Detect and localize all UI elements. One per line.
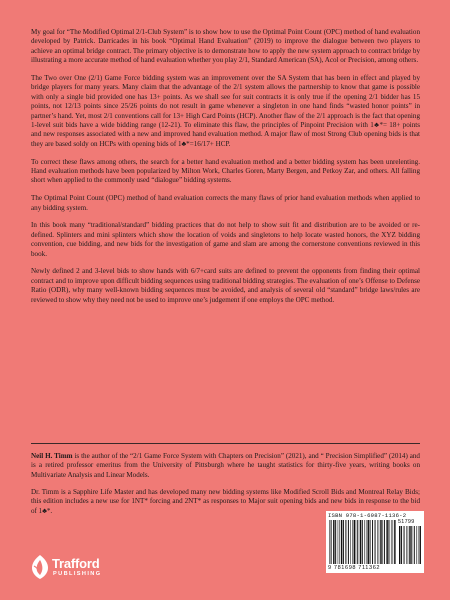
barcode-bar <box>343 520 344 564</box>
barcode-bar <box>379 520 380 564</box>
barcode-bar <box>416 526 417 564</box>
barcode-bar <box>420 526 421 564</box>
description-paragraph-5: In this book many “traditional/standard” bidding practices that do not help to show suit fit and distribution are to be avoided or re-defined. Splinters and mini splinters which show the location of voids and singletons to help locate wasted honors, the XYZ bidding convention, cue bidding, and new bids for the investigation of game and slam are among the cornerstone conventions reviewed in this book. <box>31 221 420 258</box>
barcode-bar <box>356 520 357 564</box>
barcode-bars <box>329 520 397 564</box>
publisher-tagline: PUBLISHING <box>53 571 102 577</box>
barcode-bar <box>348 520 349 564</box>
barcode-bar <box>357 520 358 564</box>
barcode-bar <box>366 520 367 564</box>
barcode-bar <box>386 520 387 564</box>
barcode-bar <box>345 520 346 564</box>
barcode-bar <box>375 520 376 564</box>
author-bio-paragraph-1 <box>31 452 420 480</box>
barcode-bar <box>338 520 339 564</box>
barcode-bar <box>372 520 373 564</box>
description-paragraph-4: The Optimal Point Count (OPC) method of hand evaluation corrects the many flaws of prior hand evaluation methods when applied to any bidding system. <box>31 194 420 212</box>
barcode-number: 9 781698 711362 <box>328 565 381 571</box>
barcode-bar <box>331 520 332 564</box>
barcode-bar <box>339 520 340 564</box>
barcode-bar <box>388 520 389 564</box>
description-paragraph-1: My goal for “The Modified Optimal 2/1-Club System” is to show how to use the Optimal Point Count (OPC) method of hand evaluation developed by Patrick. Darricades in his book “Optimal Hand Evaluation” (2019) to improve the dialogue between two players to achieve an optimal bridge contract. The primary objective is to demonstrate how to apply the new system approach to contract bridge by illustrating a more accurate method of hand evaluation whether you play 2/1, Standard American (SA), Acol or Precision, among others. <box>31 28 420 65</box>
barcode-bar <box>354 520 355 564</box>
barcode-bar <box>377 520 378 564</box>
barcode-bar <box>360 520 361 564</box>
author-name: Neil H. Timm <box>31 452 73 460</box>
barcode-bar <box>352 520 353 564</box>
barcode-bar <box>404 526 405 564</box>
barcode-bar <box>364 520 365 564</box>
barcode-bar <box>329 520 330 564</box>
back-cover-description <box>31 28 420 314</box>
isbn-barcode <box>326 511 424 573</box>
barcode-bar <box>335 520 336 564</box>
barcode-bar <box>408 526 409 564</box>
description-paragraph-2: The Two over One (2/1) Game Force bidding system was an improvement over the SA System that has been in effect and played by bridge players for many years. Many claim that the advantage of the 2/1 system allows the partnership to know that game is possible with only a single bid provided one has 13+ points. As we shall see for suit contracts it is only true if the opening 2/1 bidder has 15 points, not 12/13 points since 25/26 points do not result in game whenever a singleton in one hand finds “wasted honor points” in partner’s hand. Yet, most 2/1 conventions call for 13+ High Card Points (HCP). Another flaw of the 2/1 approach is the fact that opening 1-level suit bids have a wide bidding range (12-21). To eliminate this flaw, the principles of Pinpoint Precision with 1♣*= 18+ points and new responses associated with a new and improved hand evaluation method. A major flaw of most Strong Club opening bids is that they are based soldy on HCPs with opening bids of 1♣*=16/17+ HCP. <box>31 74 420 148</box>
barcode-bar <box>350 520 351 564</box>
barcode-bar <box>382 520 383 564</box>
barcode-bar <box>380 520 381 564</box>
barcode-bar <box>362 520 363 564</box>
author-bio-text: is the author of the “2/1 Game Force System with Chapters on Precision” (2021), and “ Precision Simplified” (2014) and is a retired professor emeritus from the University of Pittsburgh where he taught statistics for thirty-five years, writing books on Multivariate Analysis and Linear Models. <box>31 452 420 479</box>
barcode-bar <box>384 520 385 564</box>
addon-barcode-bars <box>399 526 421 564</box>
section-divider <box>31 443 420 444</box>
barcode-bar <box>394 520 395 564</box>
barcode-bar <box>368 520 369 564</box>
barcode-bar <box>370 520 371 564</box>
price-addon-number: 51799 <box>398 519 415 525</box>
barcode-bar <box>333 520 334 564</box>
trafford-logo-icon <box>30 554 50 580</box>
barcode-bar <box>409 526 410 564</box>
barcode-bar <box>393 520 394 564</box>
author-bio-paragraph-2: Dr. Timm is a Sapphire Life Master and has developed many new bidding systems like Modified Scroll Bids and Montreal Relay Bids; this edition includes a new use for 1NT* forcing and 2NT* as responses to Major suit opening bids and new bids in response to the bid of 1♣*. <box>31 487 420 515</box>
barcode-bar <box>418 526 419 564</box>
barcode-bar <box>406 526 407 564</box>
barcode-bar <box>411 526 412 564</box>
description-paragraph-3: To correct these flaws among others, the search for a better hand evaluation method and a better bidding system has been unrelenting. Hand evaluation methods have been popularized by Milton Work, Charles Goren, Marty Bergen, and Petkoy Zar, and others. All falling short when applied to the commonly used “dialogue” bidding systems. <box>31 157 420 185</box>
barcode-bar <box>414 526 415 564</box>
isbn-label: ISBN 978-1-6987-1136-2 <box>328 512 407 519</box>
barcode-bar <box>341 520 342 564</box>
barcode-bar <box>399 526 400 564</box>
publisher-logo <box>30 554 140 584</box>
description-paragraph-6: Newly defined 2 and 3-level bids to show hands with 6/7+card suits are defined to prevent the opponents from finding their optimal contract and to improve upon difficult bidding sequences using traditional bidding strategies. The evaluation of one’s Offense to Defense Ratio (ODR), why many well-known bidding sequences must be avoided, and analysis of several old “standard” bridge laws/rules are reviewed to show why they need not be used to improve one’s judgement if one employs the OPC method. <box>31 267 420 304</box>
publisher-name: Trafford <box>52 556 100 571</box>
barcode-bar <box>401 526 402 564</box>
barcode-bar <box>391 520 392 564</box>
